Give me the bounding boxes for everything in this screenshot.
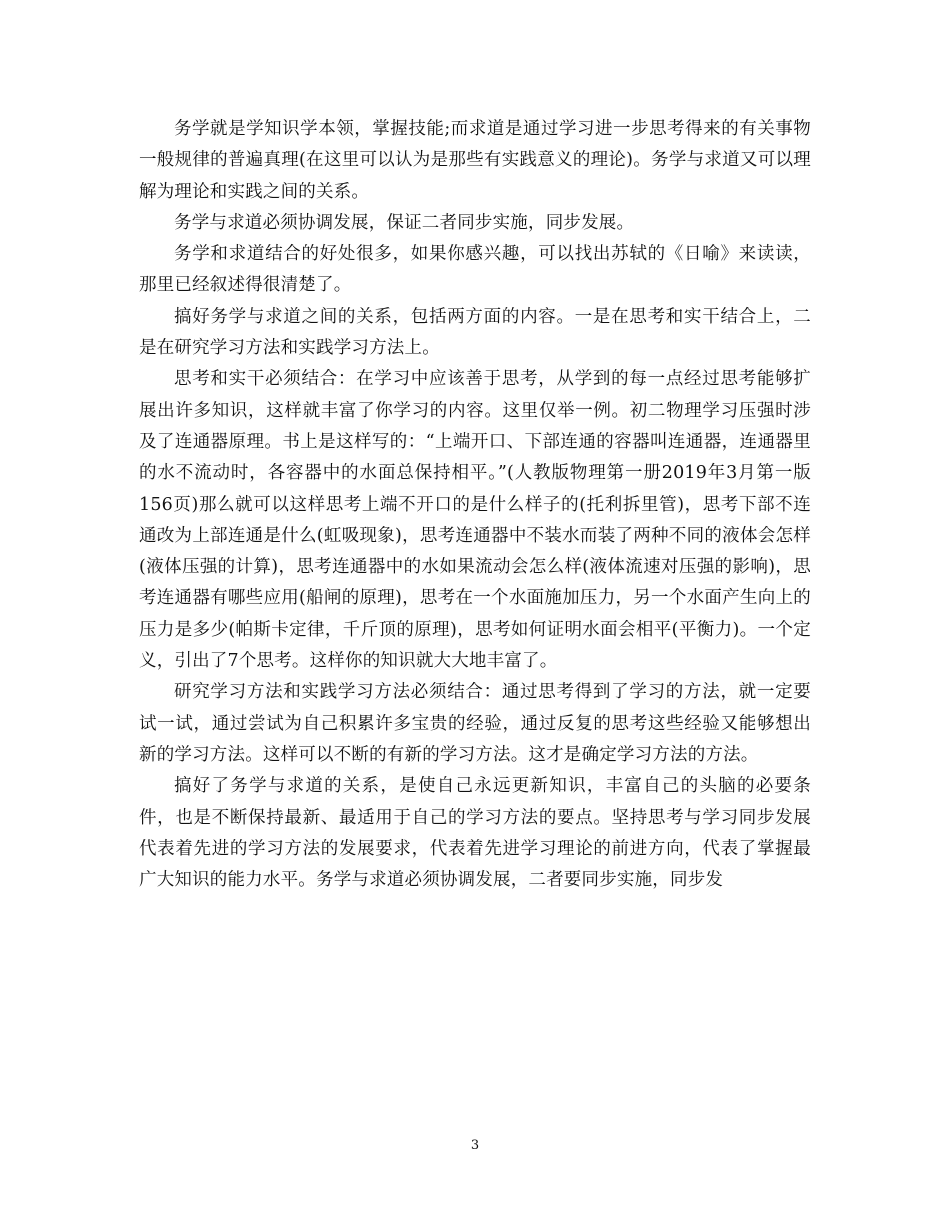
paragraph-1: 务学就是学知识学本领，掌握技能;而求道是通过学习进一步思考得来的有关事物一般规律的普遍真理(在这里可以认为是那些有实践意义的理论)。务学与求道又可以理解为理论和实践之间的关系。	[139, 119, 811, 202]
paragraph-6: 研究学习方法和实践学习方法必须结合：通过思考得到了学习的方法，就一定要试一试，通过尝试为自己积累许多宝贵的经验，通过反复的思考这些经验又能够想出新的学习方法。这样可以不断的有新的学习方法。这才是确定学习方法的方法。	[139, 682, 811, 765]
paragraph-7: 搞好了务学与求道的关系，是使自己永远更新知识，丰富自己的头脑的必要条件，也是不断保持最新、最适用于自己的学习方法的要点。坚持思考与学习同步发展代表着先进的学习方法的发展要求，代表着先进学习理论的前进方向，代表了掌握最广大知识的能力水平。务学与求道必须协调发展，二者要同步实施，同步发	[139, 776, 811, 891]
page-number: 3	[470, 1138, 480, 1153]
paragraph-2: 务学与求道必须协调发展，保证二者同步实施，同步发展。	[174, 212, 635, 233]
paragraph-5: 思考和实干必须结合：在学习中应该善于思考，从学到的每一点经过思考能够扩展出许多知识，这样就丰富了你学习的内容。这里仅举一例。初二物理学习压强时涉及了连通器原理。书上是这样写的：“上端开口、下部连通的容器叫连通器，连通器里的水不流动时，各容器中的水面总保持相平。”(人教版物理第一册2019年3月第一版156页)那么就可以这样思考上端不开口的是什么样子的(托利拆里管)，思考下部不连通改为上部连通是什么(虹吸现象)，思考连通器中不装水而装了两种不同的液体会怎样(液体压强的计算)，思考连通器中的水如果流动会怎么样(液体流速对压强的影响)，思考连通器有哪些应用(船闸的原理)，思考在一个水面施加压力，另一个水面产生向上的压力是多少(帕斯卡定律，千斤顶的原理)，思考如何证明水面会相平(平衡力)。一个定义，引出了7个思考。这样你的知识就大大地丰富了。	[139, 369, 811, 672]
document-body	[139, 114, 811, 896]
paragraph-3: 务学和求道结合的好处很多，如果你感兴趣，可以找出苏轼的《日喻》来读读，那里已经叙述得很清楚了。	[139, 244, 811, 296]
paragraph-4: 搞好务学与求道之间的关系，包括两方面的内容。一是在思考和实干结合上，二是在研究学习方法和实践学习方法上。	[139, 306, 811, 359]
